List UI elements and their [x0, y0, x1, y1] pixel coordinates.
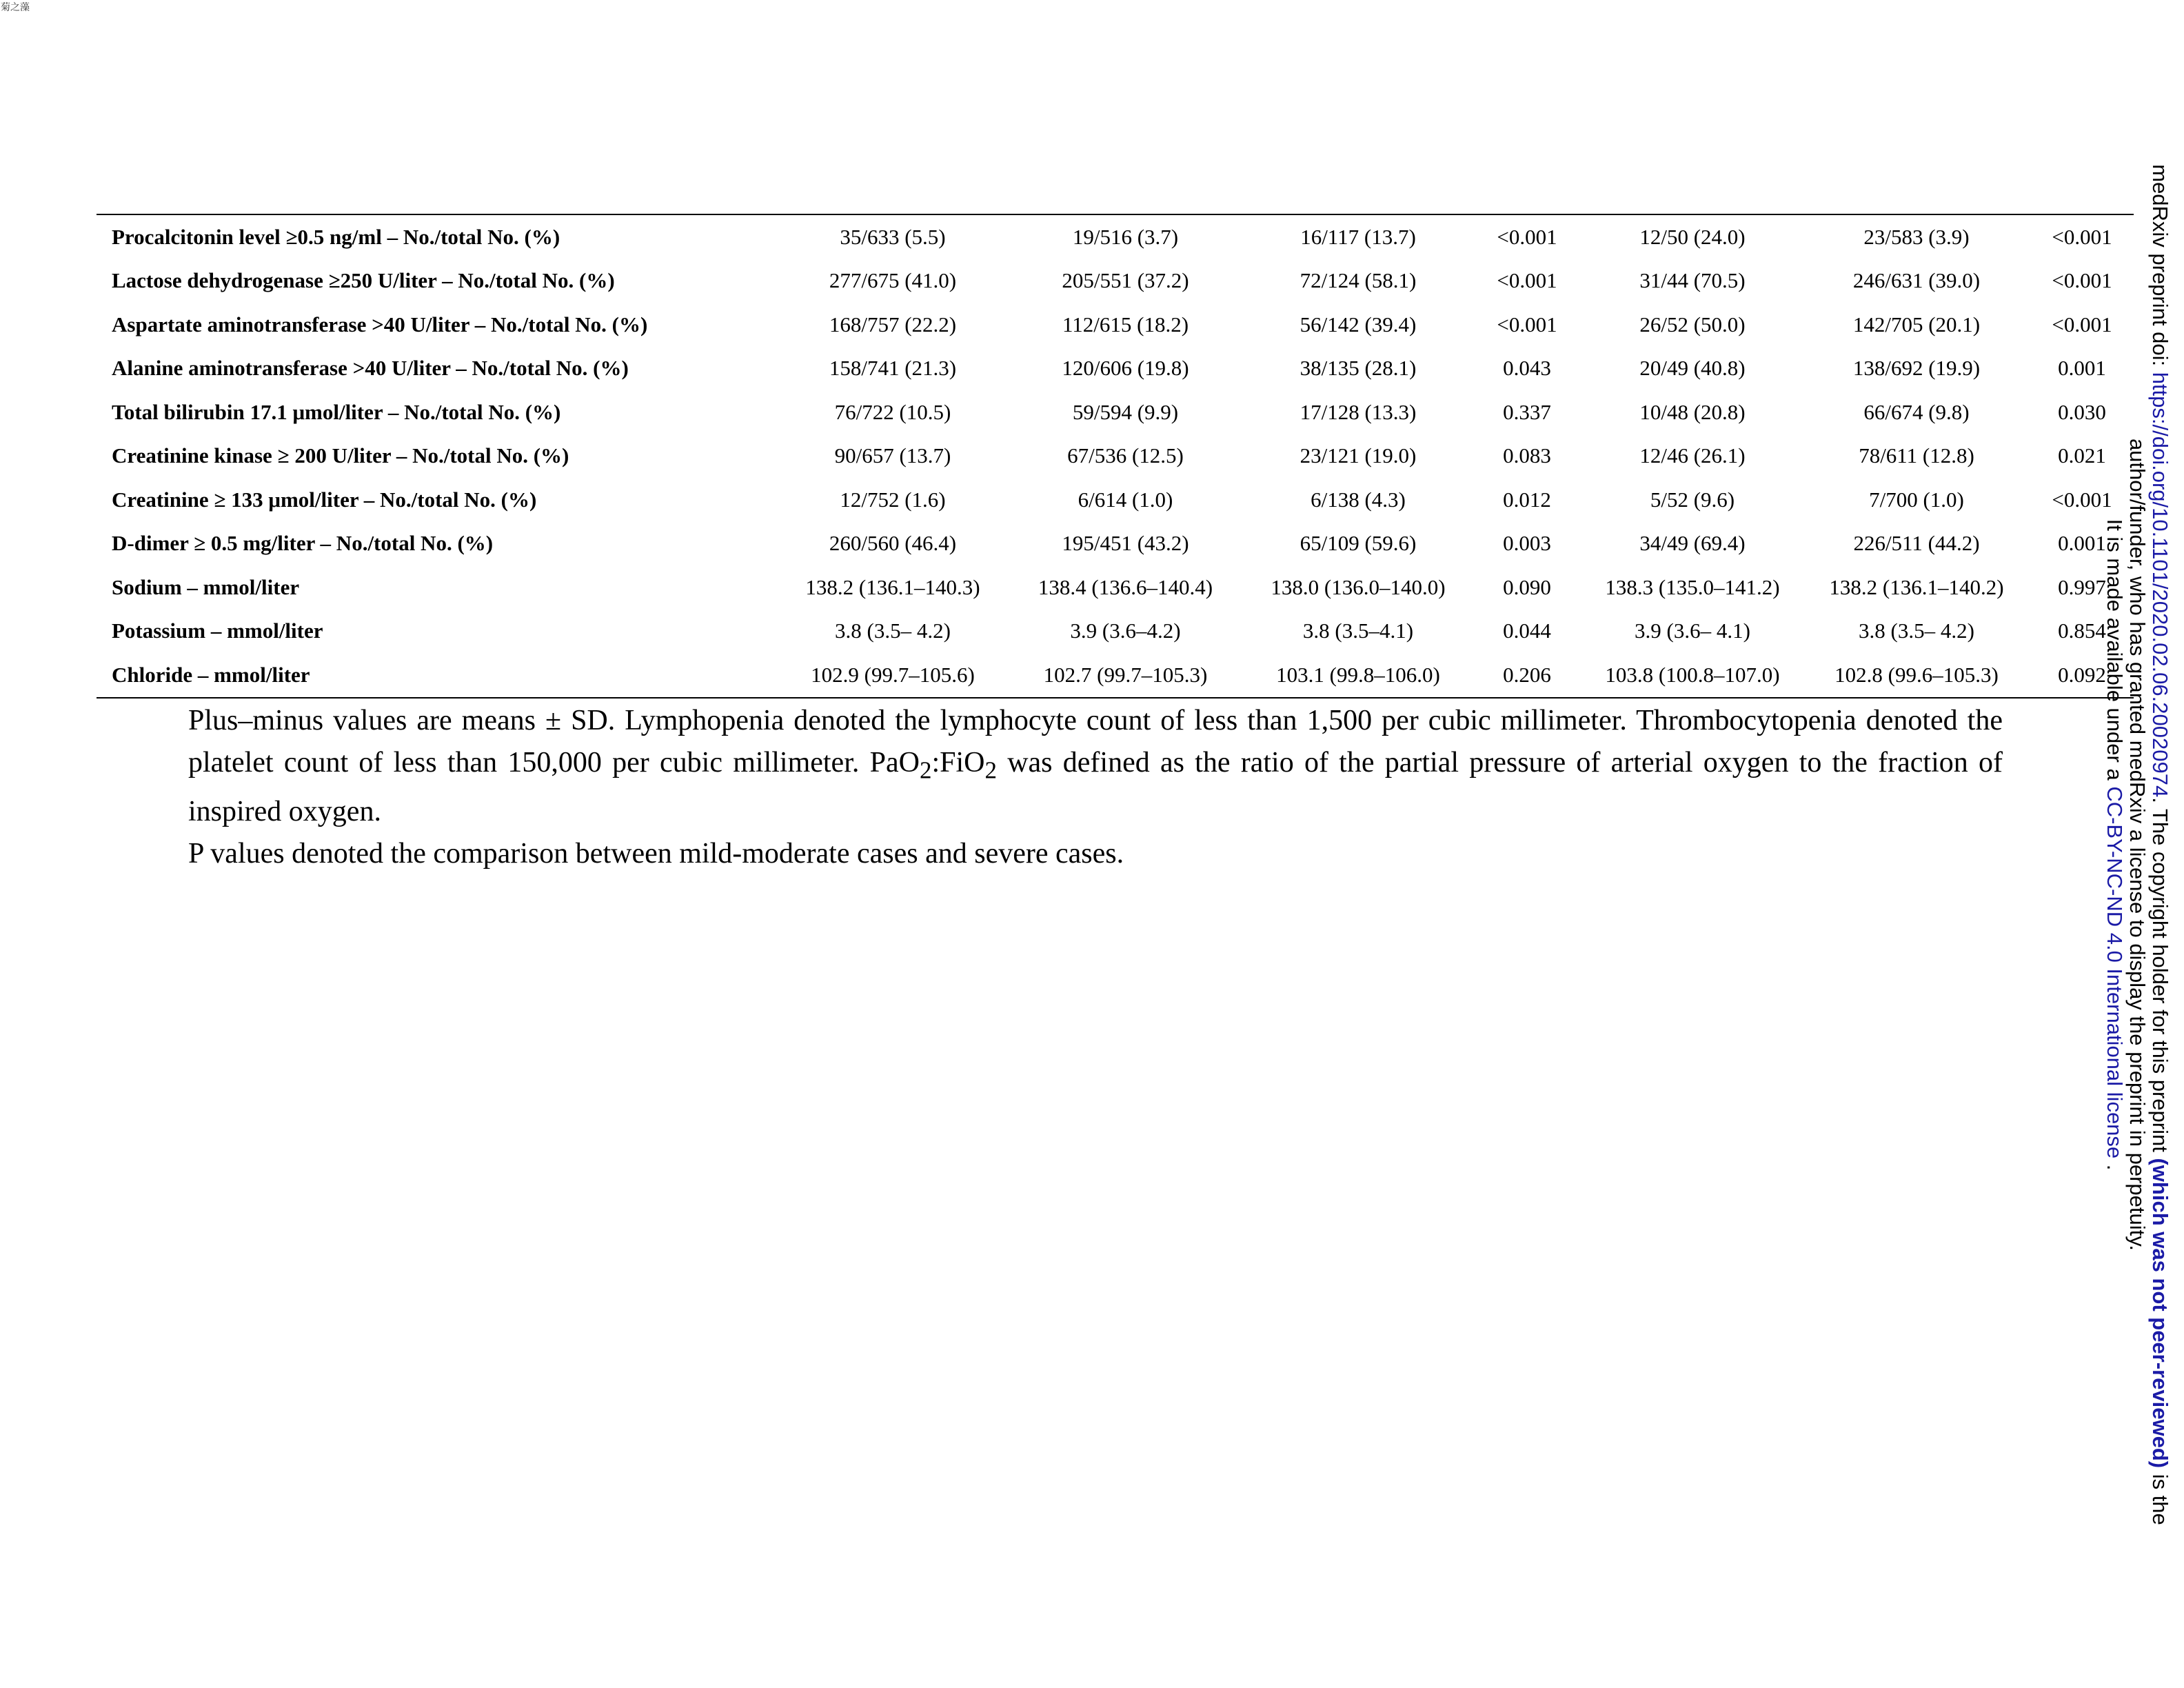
table-footnotes [188, 700, 2003, 875]
table-cell: 260/560 (46.4) [829, 531, 957, 556]
footnote-text-b: :FiO [931, 747, 985, 778]
table-cell: 10/48 (20.8) [1639, 399, 1746, 424]
notice-text: . The copyright holder for this preprint [2148, 797, 2172, 1158]
table-row [97, 390, 2134, 434]
table-cell: 246/631 (39.0) [1852, 268, 1981, 293]
table-cell: 16/117 (13.7) [1300, 224, 1416, 249]
table-cell: 0.003 [1503, 531, 1551, 556]
table-cell: <0.001 [2052, 312, 2112, 336]
table-cell: 103.8 (100.8–107.0) [1605, 662, 1780, 687]
footnote-text-a: Plus–minus values are means ± SD. Lymphopenia denoted the lymphocyte count of less than 1,500 per cubic millimeter. Thrombocytopenia denoted the platelet count of less than 150,000 per cubic millimeter. PaO [188, 705, 2003, 778]
table-cell: 0.092 [2058, 662, 2106, 687]
row-label: D-dimer ≥ 0.5 mg/liter – No./total No. (%) [112, 531, 494, 556]
table-cell: 277/675 (41.0) [829, 268, 957, 293]
footnote-text-c: was defined as the ratio of the partial pressure of arterial oxygen to the fraction of inspired oxygen. [188, 747, 2003, 828]
row-label: Aspartate aminotransferase >40 U/liter – No./total No. (%) [112, 312, 648, 336]
table-cell: 12/752 (1.6) [840, 487, 946, 512]
notice-text: . [2103, 1158, 2127, 1171]
row-label: Procalcitonin level ≥0.5 ng/ml – No./total No. (%) [112, 224, 560, 249]
table-cell: 31/44 (70.5) [1639, 268, 1746, 293]
table-cell: 72/124 (58.1) [1300, 268, 1417, 293]
table-row [97, 610, 2134, 654]
table-cell: 103.1 (99.8–106.0) [1276, 662, 1440, 687]
lab-results-table-wrap [97, 214, 2112, 699]
corner-mark: 菊之藻 [1, 2, 30, 13]
table-cell: 90/657 (13.7) [834, 443, 951, 468]
footnote-subscript: 2 [984, 756, 997, 784]
row-label: Potassium – mmol/liter [112, 619, 323, 643]
table-cell: 138.2 (136.1–140.2) [1829, 574, 2004, 599]
table-row [97, 653, 2134, 698]
table-cell: 17/128 (13.3) [1300, 399, 1417, 424]
table-cell: 138.3 (135.0–141.2) [1605, 574, 1780, 599]
table-cell: 34/49 (69.4) [1639, 531, 1746, 556]
row-label: Sodium – mmol/liter [112, 574, 300, 599]
table-cell: 5/52 (9.6) [1650, 487, 1735, 512]
row-label: Lactose dehydrogenase ≥250 U/liter – No./total No. (%) [112, 268, 615, 293]
table-row [97, 565, 2134, 610]
footnote-definitions [188, 700, 2003, 833]
table-cell: <0.001 [1497, 312, 1557, 336]
table-cell: 6/614 (1.0) [1078, 487, 1173, 512]
table-cell: 67/536 (12.5) [1067, 443, 1184, 468]
table-cell: 56/142 (39.4) [1300, 312, 1417, 336]
table-cell: 12/46 (26.1) [1639, 443, 1746, 468]
table-row [97, 259, 2134, 303]
table-cell: 6/138 (4.3) [1311, 487, 1406, 512]
table-cell: <0.001 [2052, 224, 2112, 249]
medrxiv-side-notice [2103, 138, 2172, 1551]
row-label: Creatinine ≥ 133 μmol/liter – No./total No. (%) [112, 487, 537, 512]
table-cell: 35/633 (5.5) [840, 224, 946, 249]
table-cell: 3.8 (3.5– 4.2) [835, 619, 951, 643]
table-cell: 20/49 (40.8) [1639, 356, 1746, 381]
table-cell: 66/674 (9.8) [1863, 399, 1970, 424]
table-cell: 112/615 (18.2) [1062, 312, 1189, 336]
footnote-subscript: 2 [919, 756, 932, 784]
notice-line-1 [2149, 138, 2172, 1551]
notice-text: is the [2148, 1468, 2172, 1525]
row-label: Total bilirubin 17.1 μmol/liter – No./total No. (%) [112, 399, 561, 424]
row-label: Alanine aminotransferase >40 U/liter – No./total No. (%) [112, 356, 629, 381]
table-cell: 158/741 (21.3) [829, 356, 957, 381]
table-cell: 0.854 [2058, 619, 2106, 643]
table-cell: 0.012 [1503, 487, 1551, 512]
table-cell: <0.001 [1497, 268, 1557, 293]
table-cell: 205/551 (37.2) [1062, 268, 1189, 293]
license-link[interactable]: CC-BY-NC-ND 4.0 International license [2103, 786, 2127, 1159]
table-cell: 226/511 (44.2) [1853, 531, 1980, 556]
table-cell: 3.9 (3.6–4.2) [1070, 619, 1181, 643]
table-cell: 0.001 [2058, 531, 2106, 556]
lab-results-table [97, 214, 2134, 699]
table-cell: 138.2 (136.1–140.3) [805, 574, 980, 599]
table-cell: 3.8 (3.5–4.1) [1302, 619, 1414, 643]
notice-text: It is made available under a [2103, 519, 2127, 787]
peer-review-notice: (which was not peer-reviewed) [2148, 1158, 2172, 1469]
table-cell: 195/451 (43.2) [1062, 531, 1189, 556]
table-row [97, 347, 2134, 391]
table-cell: 0.044 [1503, 619, 1551, 643]
table-cell: 102.9 (99.7–105.6) [811, 662, 975, 687]
table-cell: <0.001 [2052, 487, 2112, 512]
table-row [97, 478, 2134, 522]
table-row [97, 303, 2134, 347]
table-cell: 12/50 (24.0) [1639, 224, 1746, 249]
table-cell: 19/516 (3.7) [1072, 224, 1179, 249]
table-cell: 102.7 (99.7–105.3) [1043, 662, 1208, 687]
notice-line-3 [2103, 138, 2126, 1551]
table-cell: 65/109 (59.6) [1300, 531, 1417, 556]
table-cell: 3.8 (3.5– 4.2) [1859, 619, 1974, 643]
notice-line-2: author/funder, who has granted medRxiv a license to display the preprint in perpetuity. [2125, 438, 2150, 1252]
table-row [97, 214, 2134, 259]
table-cell: <0.001 [2052, 268, 2112, 293]
table-cell: 0.206 [1503, 662, 1551, 687]
table-cell: 0.001 [2058, 356, 2106, 381]
row-label: Chloride – mmol/liter [112, 662, 310, 687]
notice-text: medRxiv preprint doi: [2148, 164, 2172, 372]
table-cell: <0.001 [1497, 224, 1557, 249]
table-cell: 168/757 (22.2) [829, 312, 957, 336]
table-cell: 138.4 (136.6–140.4) [1038, 574, 1213, 599]
table-cell: 3.9 (3.6– 4.1) [1635, 619, 1750, 643]
table-cell: 0.043 [1503, 356, 1551, 381]
table-cell: 7/700 (1.0) [1869, 487, 1964, 512]
table-row [97, 434, 2134, 479]
table-cell: 102.8 (99.6–105.3) [1834, 662, 1999, 687]
row-label: Creatinine kinase ≥ 200 U/liter – No./total No. (%) [112, 443, 569, 468]
table-cell: 26/52 (50.0) [1639, 312, 1746, 336]
table-cell: 59/594 (9.9) [1072, 399, 1179, 424]
table-cell: 23/121 (19.0) [1300, 443, 1417, 468]
table-cell: 0.337 [1503, 399, 1551, 424]
doi-link[interactable]: https://doi.org/10.1101/2020.02.06.20020974 [2148, 372, 2172, 798]
footnote-p-values: P values denoted the comparison between mild-moderate cases and severe cases. [188, 838, 1124, 870]
table-cell: 38/135 (28.1) [1300, 356, 1417, 381]
table-cell: 76/722 (10.5) [834, 399, 951, 424]
table-body [97, 214, 2134, 698]
table-cell: 23/583 (3.9) [1863, 224, 1970, 249]
table-cell: 142/705 (20.1) [1852, 312, 1981, 336]
table-cell: 0.997 [2058, 574, 2106, 599]
table-row [97, 522, 2134, 566]
table-cell: 0.090 [1503, 574, 1551, 599]
table-cell: 0.030 [2058, 399, 2106, 424]
table-cell: 138.0 (136.0–140.0) [1271, 574, 1446, 599]
table-cell: 78/611 (12.8) [1859, 443, 1974, 468]
table-cell: 0.021 [2058, 443, 2106, 468]
table-cell: 0.083 [1503, 443, 1551, 468]
table-cell: 120/606 (19.8) [1062, 356, 1189, 381]
table-cell: 138/692 (19.9) [1852, 356, 1981, 381]
